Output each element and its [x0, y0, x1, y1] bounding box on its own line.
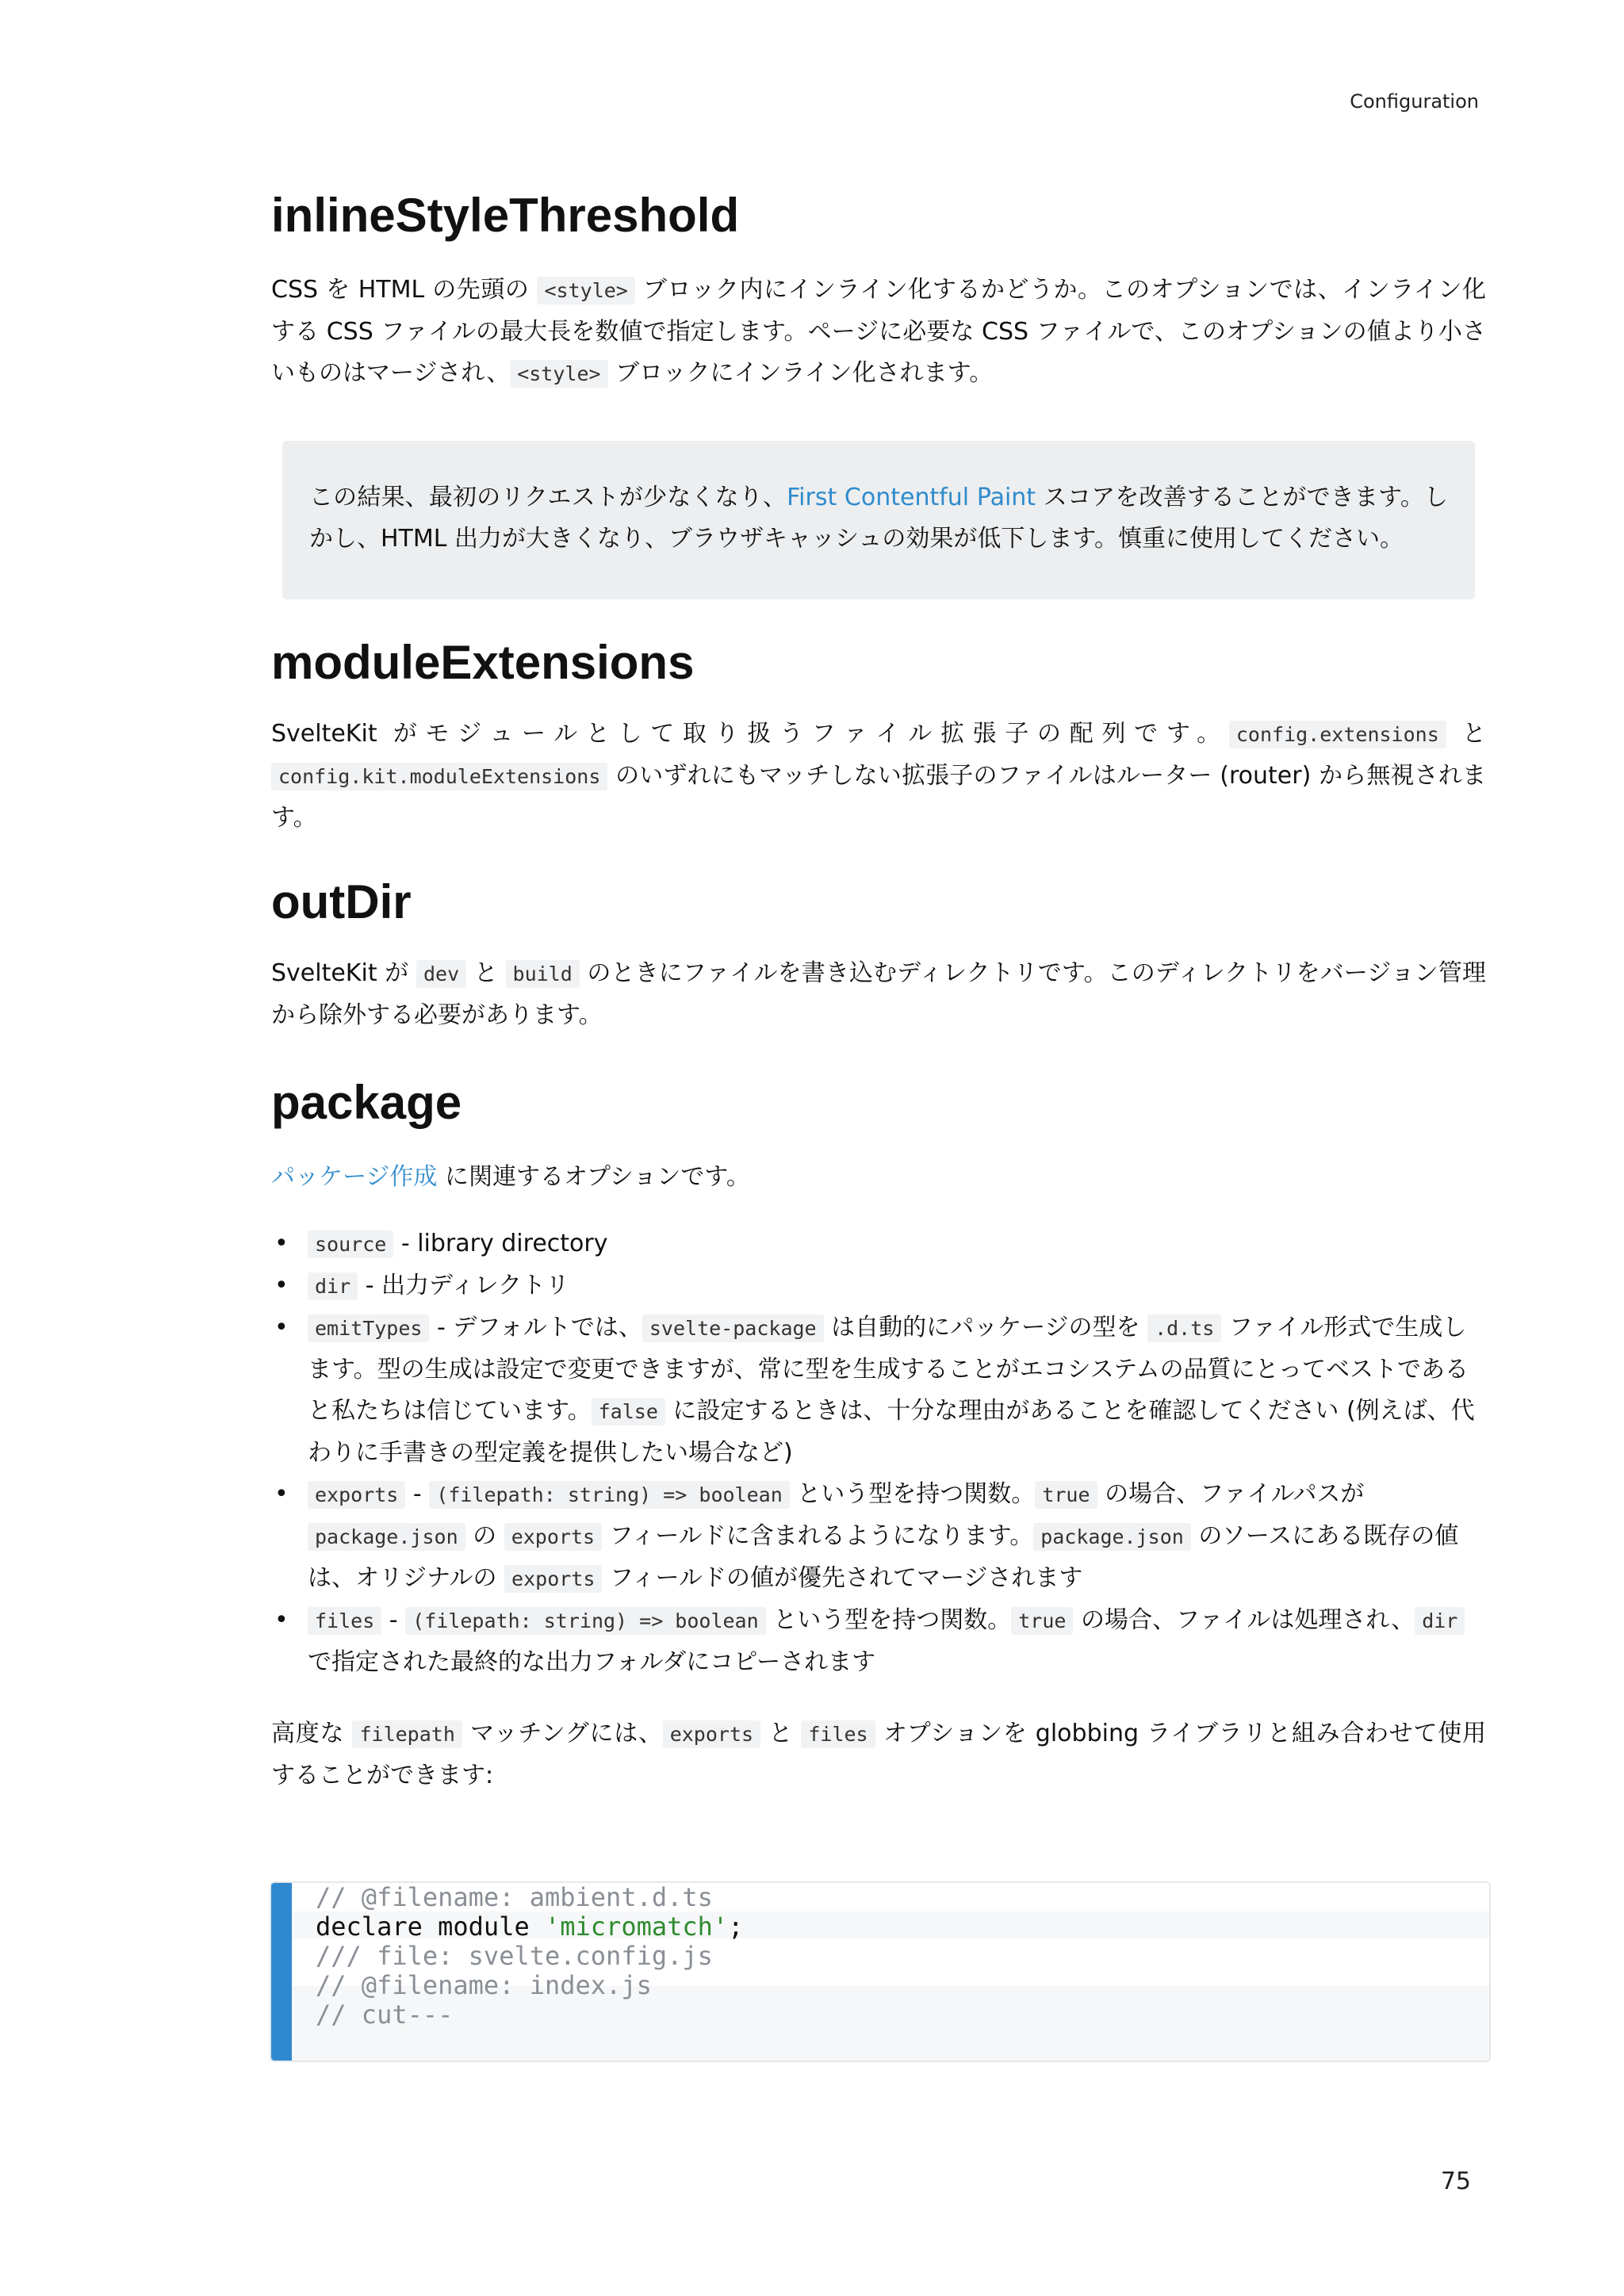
- text: CSS を HTML の先頭の: [271, 276, 538, 304]
- inline-code: <style>: [510, 360, 607, 388]
- inline-code: true: [1011, 1607, 1073, 1635]
- bullet: •: [274, 1480, 289, 1508]
- inline-code: exports: [504, 1565, 602, 1593]
- code-block-accent-bar: [271, 1883, 292, 2061]
- code-token: declare module: [316, 1911, 545, 1942]
- inline-code: true: [1035, 1481, 1097, 1509]
- text: と: [466, 959, 506, 987]
- text: この結果、最初のリクエストが少なくなり、: [309, 484, 787, 511]
- text: ブロックにインライン化されます。: [607, 359, 994, 387]
- inline-code: svelte-package: [642, 1314, 824, 1342]
- code-string: 'micromatch': [544, 1911, 729, 1942]
- code-line: // cut---: [316, 1999, 454, 2030]
- inline-code: emitTypes: [308, 1314, 429, 1342]
- bullet: •: [274, 1272, 289, 1299]
- inline-code: (filepath: string) => boolean: [429, 1481, 790, 1509]
- text: 高度な: [271, 1720, 353, 1747]
- text: SvelteKit が: [271, 959, 416, 987]
- inline-code: false: [592, 1398, 665, 1425]
- text: のいずれにもマッチしない拡張子のファイルはルーター (router) から無視されます。: [271, 762, 1486, 832]
- paragraph-inline-style-threshold: [271, 270, 1486, 395]
- text: ブロック内にインライン化するかどうか。このオプションでは、インライン化する CSS ファイルの最大長を数値で指定します。ページに必要な CSS ファイルで、このオプションの値より小さいものはマージされ、: [271, 276, 1486, 387]
- inline-code: package.json: [1033, 1523, 1191, 1551]
- code-line: /// file: svelte.config.js: [316, 1941, 713, 1971]
- inline-code: filepath: [352, 1720, 462, 1748]
- inline-code: (filepath: string) => boolean: [405, 1607, 766, 1635]
- code-content: [316, 1883, 743, 2030]
- inline-code: exports: [504, 1523, 602, 1551]
- text: に関連するオプションです。: [437, 1163, 750, 1191]
- list-item-dir: [271, 1265, 1486, 1307]
- link-first-contentful-paint[interactable]: First Contentful Paint: [787, 484, 1036, 511]
- inline-code: config.extensions: [1229, 721, 1446, 748]
- text: -: [405, 1480, 430, 1508]
- inline-code: config.kit.moduleExtensions: [271, 763, 607, 790]
- paragraph-package-after: [271, 1713, 1486, 1797]
- text: の場合、ファイルは処理され、: [1073, 1606, 1415, 1634]
- code-line: [316, 1912, 743, 1942]
- heading-out-dir: outDir: [271, 875, 412, 928]
- link-package-creation[interactable]: パッケージ作成: [271, 1163, 438, 1191]
- page-content: [271, 187, 1486, 1797]
- list-item-files: [271, 1600, 1486, 1683]
- page-number: 75: [1440, 2168, 1471, 2195]
- bullet: •: [274, 1606, 289, 1634]
- paragraph-module-extensions: [271, 714, 1486, 839]
- text: に設定するときは、十分な理由があることを確認してください (例えば、代わりに手書きの型定義を提供したい場合など): [308, 1397, 1475, 1467]
- paragraph-out-dir: [271, 953, 1486, 1036]
- inline-code: dev: [416, 960, 466, 988]
- text: で指定された最終的な出力フォルダにコピーされます: [308, 1648, 876, 1676]
- code-line: // @filename: ambient.d.ts: [316, 1882, 713, 1912]
- inline-code: <style>: [537, 277, 634, 304]
- list-item-emit-types: [271, 1307, 1486, 1474]
- text: フィールドの値が優先されてマージされます: [602, 1564, 1083, 1592]
- heading-module-extensions: moduleExtensions: [271, 636, 695, 689]
- inline-code: package.json: [308, 1523, 465, 1551]
- text: のときにファイルを書き込むディレクトリです。このディレクトリをバージョン管理から除外する必要があります。: [271, 959, 1487, 1029]
- package-options-list: [271, 1223, 1486, 1683]
- heading-inline-style-threshold: inlineStyleThreshold: [271, 189, 740, 242]
- running-header: Configuration: [1350, 90, 1479, 113]
- code-line: // @filename: index.js: [316, 1970, 652, 2000]
- inline-code: exports: [308, 1481, 405, 1509]
- text: マッチングには、: [462, 1720, 663, 1747]
- text: は自動的にパッケージの型を: [823, 1314, 1148, 1341]
- inline-code: .d.ts: [1147, 1314, 1221, 1342]
- text: フィールドに含まれるようになります。: [602, 1522, 1034, 1550]
- inline-code: files: [801, 1720, 875, 1748]
- text: という型を持つ関数。: [789, 1480, 1036, 1508]
- text: - library directory: [393, 1230, 608, 1257]
- list-item-exports: [271, 1474, 1486, 1600]
- text: オプションを globbing ライブラリと組み合わせて使用することができます:: [271, 1720, 1486, 1789]
- text: の: [465, 1522, 504, 1550]
- callout-text: [309, 477, 1448, 560]
- heading-package: package: [271, 1076, 462, 1129]
- paragraph-package-intro: [271, 1157, 1486, 1198]
- text: のソースにある既存の値は、オリジナルの: [308, 1522, 1459, 1592]
- text: -: [381, 1606, 406, 1634]
- inline-code: source: [308, 1230, 393, 1258]
- text: と: [760, 1720, 802, 1747]
- code-token: ;: [728, 1911, 744, 1942]
- bullet: •: [274, 1230, 289, 1257]
- inline-code: dir: [308, 1272, 358, 1300]
- text: スコアを改善することができます。しかし、HTML 出力が大きくなり、ブラウザキャッシュの効果が低下します。慎重に使用してください。: [309, 484, 1448, 553]
- text: の場合、ファイルパスが: [1097, 1480, 1365, 1508]
- text: - デフォルトでは、: [429, 1314, 642, 1341]
- inline-code: files: [308, 1607, 381, 1635]
- bullet: •: [274, 1314, 289, 1341]
- text: - 出力ディレクトリ: [358, 1272, 570, 1299]
- code-block: [270, 1881, 1491, 2062]
- text: と: [1446, 720, 1486, 748]
- inline-code: dir: [1415, 1607, 1465, 1635]
- list-item-source: [271, 1223, 1486, 1265]
- inline-code: exports: [663, 1720, 760, 1748]
- inline-code: build: [506, 960, 580, 988]
- text: ファイル形式で生成します。型の生成は設定で変更できますが、常に型を生成することがエコシステムの品質にとってベストであると私たちは信じています。: [308, 1314, 1469, 1425]
- text: SvelteKit がモジュールとして取り扱うファイル拡張子の配列です。: [271, 720, 1229, 748]
- callout-note: [282, 441, 1475, 599]
- text: という型を持つ関数。: [765, 1606, 1012, 1634]
